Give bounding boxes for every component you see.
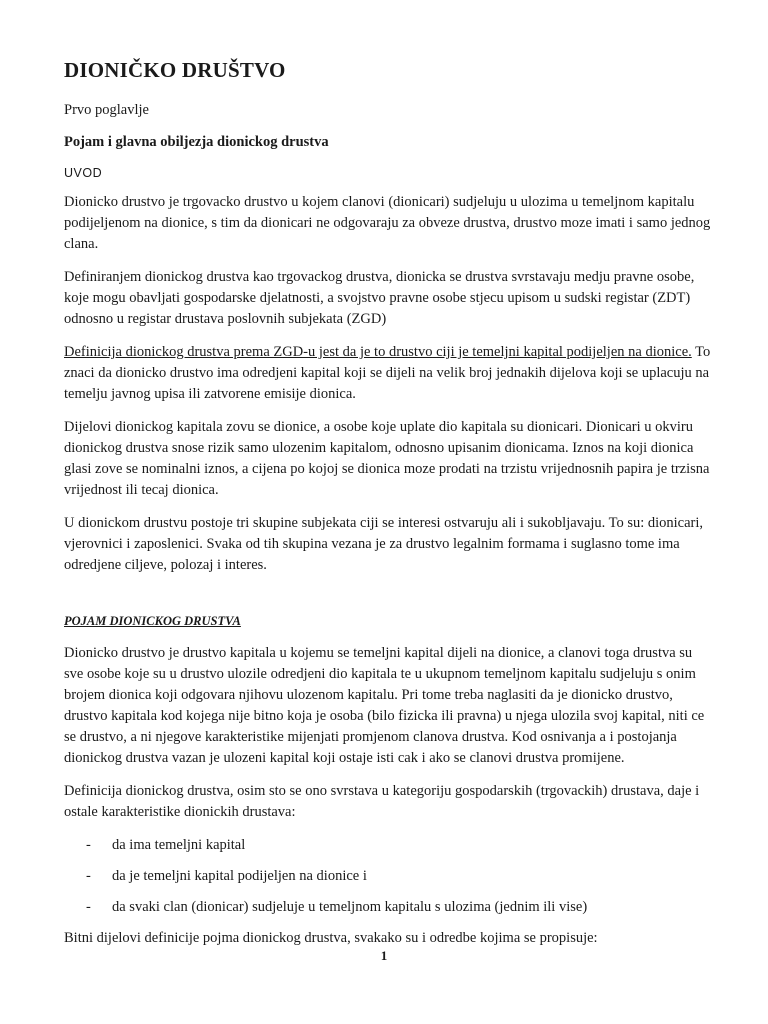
section-heading: POJAM DIONICKOG DRUSTVA: [64, 614, 241, 628]
list-dash: -: [86, 837, 91, 853]
list-item: - da ima temeljni kapital: [64, 835, 712, 856]
paragraph-capital-company: Dionicko drustvo je drustvo kapitala u kojemu se temeljni kapital dijeli na dionice, a clanovi toga drustva su sve osobe koje su u drustvo ulozile odredjeni dio kapitala te u ukupnom temeljnom kapitalu sudjeluju s onim brojem dionica koji odgovara njihovu ulozenom kapitalu. Pri tome treba naglasiti da je dionicko drustvo, drustvo kapitala kod kojega nije bitno koja je osoba (bilo fizicka ili pravna) u njega ulozila svoj kapital, niti ce se drustvo, a ni njegove karakteristike mijenjati promjenom clanova drustva. Kod osnivanja a i postojanja dionickog drustva vazan je ulozeni kapital koji ostaje isti cak i ako se clanovi drustva promijene.: [64, 645, 705, 766]
document-page: [64, 58, 712, 961]
list-item: - da svaki clan (dionicar) sudjeluje u temeljnom kapitalu s ulozima (jednim ili vise): [64, 897, 712, 918]
intro-label: UVOD: [64, 166, 103, 180]
definition-continuation: To znaci da dionicko drustvo ima odredjeni kapital koji se dijeli na velik broj jednakih dijelova koji se uplacuju na temelju javnog upisa ili zatvorene emisije dionica.: [64, 344, 711, 402]
characteristics-list: [64, 835, 712, 918]
underlined-definition: Definicija dionickog drustva prema ZGD-u jest da je to drustvo ciji je temeljni kapital podijeljen na dionice.: [64, 344, 692, 360]
list-item: - da je temeljni kapital podijeljen na dionice i: [64, 866, 712, 887]
document-title: DIONIČKO DRUŠTVO: [64, 58, 286, 82]
paragraph-definition-intro: Dionicko drustvo je trgovacko drustvo u kojem clanovi (dionicari) sudjeluju u ulozima u temeljnom kapitalu podijeljenom na dionice, s tim da dionicari ne odgovaraju za obveze drustva, drustvo moze imati i samo jednog clana.: [64, 194, 711, 252]
paragraph-stakeholders: U dionickom drustvu postoje tri skupine subjekata ciji se interesi ostvaruju ali i sukobljavaju. To su: dionicari, vjerovnici i zaposlenici. Svaka od tih skupina vezana je za drustvo legalnim formama i suglasno tome ima odredjene ciljeve, polozaj i interes.: [64, 515, 704, 573]
page-number: 1: [380, 948, 388, 963]
chapter-label: Prvo poglavlje: [64, 102, 149, 118]
paragraph-characteristics: Definicija dionickog drustva, osim sto se ono svrstava u kategoriju gospodarskih (trgovackih) drustava, daje i ostale karakteristike dionickih drustava:: [64, 783, 700, 820]
paragraph-shares: Dijelovi dionickog kapitala zovu se dionice, a osobe koje uplate dio kapitala su dionicari. Dionicari u okviru dionickog drustva snose rizik samo ulozenim kapitalom, odnosno upisanim dionicama. Iznos na koji dionica glasi zove se nominalni iznos, a cijena po kojoj se dionica moze prodati na trzistu vrijednosnih papira je trzisna vrijednost ili tecaj dionica.: [64, 419, 710, 498]
paragraph-closing: Bitni dijelovi definicije pojma dionickog drustva, svakako su i odredbe kojima se propisuje:: [64, 930, 598, 946]
paragraph-legal-entity: Definiranjem dionickog drustva kao trgovackog drustva, dionicka se drustva svrstavaju medju pravne osobe, koje mogu obavljati gospodarske djelatnosti, a svojstvo pravne osobe stjecu upisom u sudski registar (ZDT) odnosno u registar drustava poslovnih subjekata (ZGD): [64, 269, 695, 327]
paragraph-zgd-definition: [64, 342, 712, 405]
list-dash: -: [86, 899, 91, 915]
chapter-subtitle: Pojam i glavna obiljezja dionickog drustva: [64, 134, 329, 150]
list-dash: -: [86, 868, 91, 884]
